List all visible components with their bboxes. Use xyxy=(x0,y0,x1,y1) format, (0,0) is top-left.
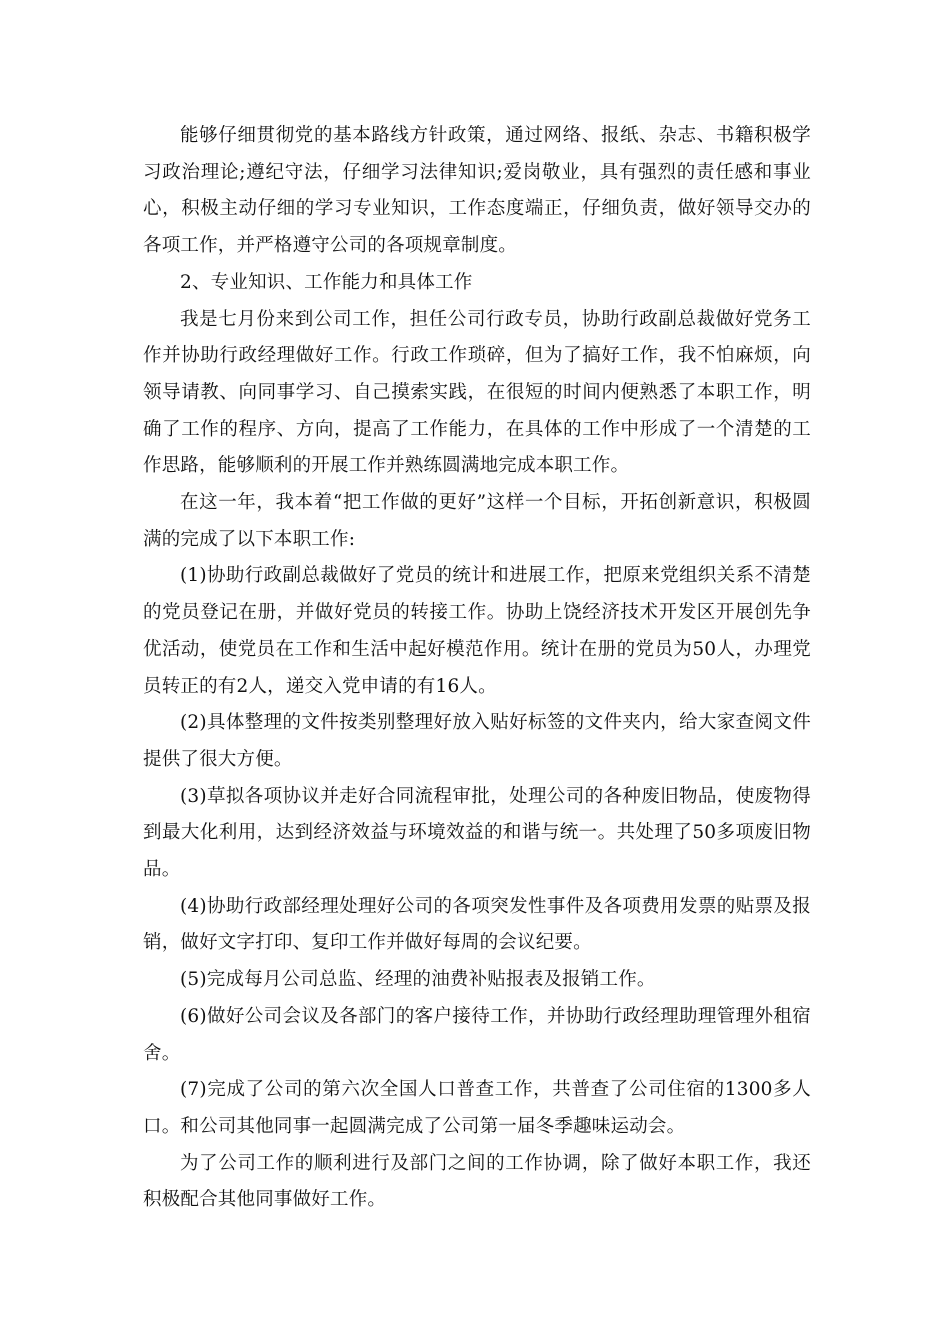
paragraph-work-background: 我是七月份来到公司工作，担任公司行政专员，协助行政副总裁做好党务工作并协助行政经理做好工作。行政工作琐碎，但为了搞好工作，我不怕麻烦，向领导请教、向同事学习、自己摸索实践，在很短的时间内便熟悉了本职工作，明确了工作的程序、方向，提高了工作能力，在具体的工作中形成了一个清楚的工作思路，能够顺利的开展工作并熟练圆满地完成本职工作。 xyxy=(143,308,811,477)
paragraph-cooperation: 为了公司工作的顺利进行及部门之间的工作协调，除了做好本职工作，我还积极配合其他同事做好工作。 xyxy=(143,1152,811,1211)
section-heading-professional-knowledge: 2、专业知识、工作能力和具体工作 xyxy=(180,271,473,293)
list-item-6-reception: (6)做好公司会议及各部门的客户接待工作，并协助行政经理助理管理外租宿舍。 xyxy=(143,1005,811,1064)
list-item-5-fuel-subsidy: (5)完成每月公司总监、经理的油费补贴报表及报销工作。 xyxy=(180,969,656,991)
document-body xyxy=(143,118,811,1219)
paragraph-year-goal: 在这一年，我本着“把工作做的更好”这样一个目标，开拓创新意识，积极圆满的完成了以下本职工作: xyxy=(143,492,811,550)
paragraph-political-study: 能够仔细贯彻党的基本路线方针政策，通过网络、报纸、杂志、书籍积极学习政治理论;遵纪守法，仔细学习法律知识;爱岗敬业，具有强烈的责任感和事业心，积极主动仔细的学习专业知识，工作态度端正，仔细负责，做好领导交办的各项工作，并严格遵守公司的各项规章制度。 xyxy=(143,125,811,257)
list-item-2-filing: (2)具体整理的文件按类别整理好放入贴好标签的文件夹内，给大家查阅文件提供了很大方便。 xyxy=(143,712,811,770)
list-item-1-party-members: (1)协助行政副总裁做好了党员的统计和进展工作，把原来党组织关系不清楚的党员登记在册，并做好党员的转接工作。协助上饶经济技术开发区开展创先争优活动，使党员在工作和生活中起好模范作用。统计在册的党员为50人，办理党员转正的有2人，递交入党申请的有16人。 xyxy=(143,565,811,697)
list-item-7-census: (7)完成了公司的第六次全国人口普查工作，共普查了公司住宿的1300多人口。和公司其他同事一起圆满完成了公司第一届冬季趣味运动会。 xyxy=(143,1079,811,1137)
list-item-4-emergencies: (4)协助行政部经理处理好公司的各项突发性事件及各项费用发票的贴票及报销，做好文字打印、复印工作并做好每周的会议纪要。 xyxy=(143,895,811,954)
list-item-3-agreements: (3)草拟各项协议并走好合同流程审批，处理公司的各种废旧物品，使废物得到最大化利用，达到经济效益与环境效益的和谐与统一。共处理了50多项废旧物品。 xyxy=(143,785,811,881)
